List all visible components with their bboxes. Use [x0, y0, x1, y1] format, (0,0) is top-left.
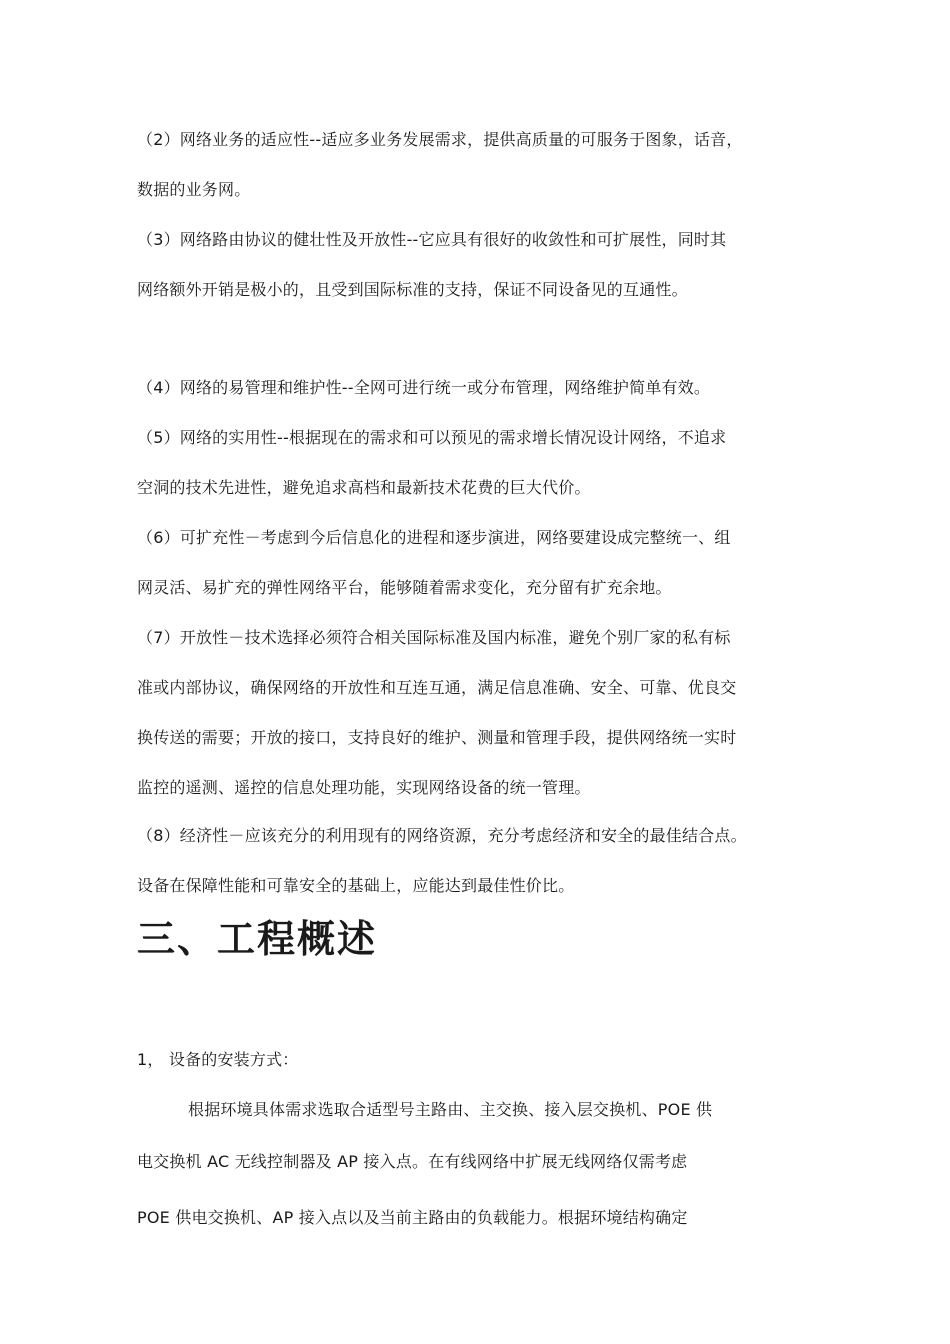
- body-line: POE 供电交换机、AP 接入点以及当前主路由的负载能力。根据环境结构确定: [137, 1208, 688, 1227]
- paragraph-line: 监控的遥测、遥控的信息处理功能，实现网络设备的统一管理。: [137, 778, 591, 797]
- paragraph-line: （5）网络的实用性--根据现在的需求和可以预见的需求增长情况设计网络，不追求: [137, 428, 727, 447]
- paragraph-line: （6）可扩充性－考虑到今后信息化的进程和逐步演进，网络要建设成完整统一、组: [137, 528, 731, 547]
- paragraph-line: （3）网络路由协议的健壮性及开放性--它应具有很好的收敛性和可扩展性，同时其: [137, 230, 727, 249]
- paragraph-line: （7）开放性－技术选择必须符合相关国际标准及国内标准，避免个别厂家的私有标: [137, 628, 731, 647]
- paragraph-line: 数据的业务网。: [137, 180, 251, 199]
- paragraph-line: 换传送的需要；开放的接口，支持良好的维护、测量和管理手段，提供网络统一实时: [137, 728, 737, 747]
- body-line: 根据环境具体需求选取合适型号主路由、主交换、接入层交换机、POE 供: [188, 1100, 713, 1119]
- subsection-title: 1， 设备的安装方式：: [137, 1050, 299, 1069]
- paragraph-line: （4）网络的易管理和维护性--全网可进行统一或分布管理，网络维护简单有效。: [137, 378, 711, 397]
- paragraph-line: 设备在保障性能和可靠安全的基础上，应能达到最佳性价比。: [137, 876, 575, 895]
- body-line: 电交换机 AC 无线控制器及 AP 接入点。在有线网络中扩展无线网络仅需考虑: [137, 1152, 688, 1171]
- paragraph-line: （8）经济性－应该充分的利用现有的网络资源，充分考虑经济和安全的最佳结合点。: [137, 826, 747, 845]
- paragraph-line: 网络额外开销是极小的，且受到国际标准的支持，保证不同设备见的互通性。: [137, 280, 688, 299]
- section-heading: 三、工程概述: [137, 917, 378, 961]
- paragraph-line: 空洞的技术先进性，避免追求高档和最新技术花费的巨大代价。: [137, 478, 591, 497]
- paragraph-line: 网灵活、易扩充的弹性网络平台，能够随着需求变化，充分留有扩充余地。: [137, 578, 672, 597]
- paragraph-line: 准或内部协议，确保网络的开放性和互连互通，满足信息准确、安全、可靠、优良交: [137, 678, 737, 697]
- paragraph-line: （2）网络业务的适应性--适应多业务发展需求，提供高质量的可服务于图象，话音，: [137, 130, 743, 149]
